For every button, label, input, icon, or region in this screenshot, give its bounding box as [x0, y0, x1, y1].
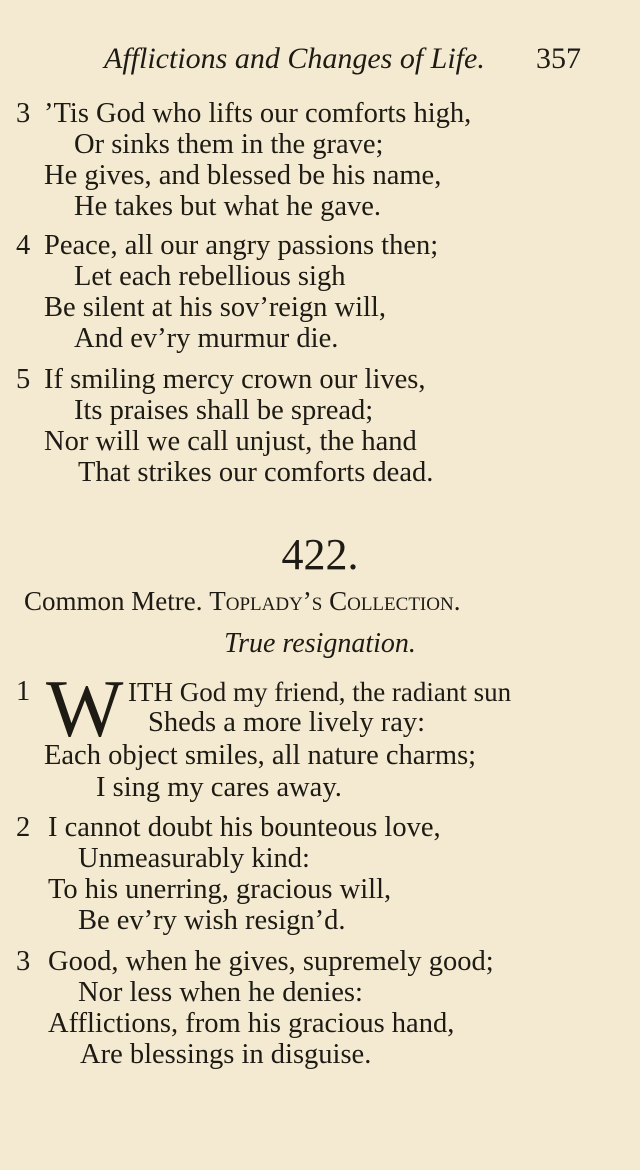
verse-line: Good, when he gives, supremely good; [48, 946, 494, 977]
stanza-number: 5 [16, 364, 31, 395]
verse-line: Or sinks them in the grave; [74, 129, 384, 160]
hymn-meter: Common Metre. [24, 586, 203, 616]
verse-line: Peace, all our angry passions then; [44, 230, 439, 261]
stanza-number: 2 [16, 812, 31, 843]
verse-line: Its praises shall be spread; [74, 395, 374, 426]
hymn-source: Toplady’s Collection. [209, 586, 461, 616]
verse-line: To his unerring, gracious will, [48, 874, 392, 905]
page-number: 357 [536, 42, 581, 75]
stanza-number: 4 [16, 230, 31, 261]
verse-line: ’Tis God who lifts our comforts high, [44, 98, 472, 129]
running-title: Afflictions and Changes of Life. [104, 42, 485, 75]
verse-line: Sheds a more lively ray: [148, 707, 426, 738]
verse-line: Nor will we call unjust, the hand [44, 426, 417, 457]
verse-line: Unmeasurably kind: [78, 843, 310, 874]
verse-line: Be silent at his sov’reign will, [44, 292, 386, 323]
hymn-meter-line [24, 585, 460, 617]
verse-line: Nor less when he denies: [78, 977, 363, 1008]
verse-line: If smiling mercy crown our lives, [44, 364, 426, 395]
verse-line: And ev’ry murmur die. [74, 323, 339, 354]
verse-line: Be ev’ry wish resign’d. [78, 905, 346, 936]
stanza-number: 1 [16, 676, 31, 707]
verse-line: He gives, and blessed be his name, [44, 160, 442, 191]
page-header [0, 42, 640, 82]
stanza-number: 3 [16, 98, 31, 129]
hymn-number: 422. [281, 530, 359, 579]
drop-cap: W [46, 663, 124, 754]
stanza-number: 3 [16, 946, 31, 977]
verse-line: He takes but what he gave. [74, 191, 382, 222]
hymn-subtitle: True resignation. [224, 628, 416, 659]
verse-line: Afflictions, from his gracious hand, [48, 1008, 455, 1039]
verse-line: I cannot doubt his bounteous love, [48, 812, 441, 843]
verse-line: ITH God my friend, the radiant sun [128, 677, 512, 707]
verse-line: Are blessings in disguise. [80, 1039, 372, 1070]
verse-line: Each object smiles, all nature charms; [44, 740, 477, 771]
verse-line: Let each rebellious sigh [74, 261, 346, 292]
verse-line: That strikes our comforts dead. [78, 457, 434, 488]
verse-line: I sing my cares away. [96, 772, 342, 803]
